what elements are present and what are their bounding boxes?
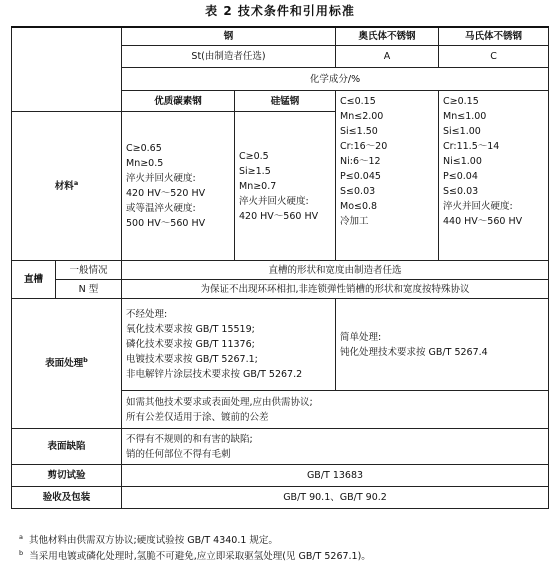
shear-test-value: GB/T 13683 (122, 465, 549, 487)
silicon-line: 420 HV～560 HV (239, 210, 319, 222)
austenitic-header: 奥氏体不锈钢 (336, 27, 439, 46)
surface-extra-cell (122, 391, 549, 429)
austenitic-line: S≤0.03 (340, 186, 376, 197)
st-grade: St(由制造者任选) (122, 46, 336, 68)
carbon-line: 淬火并回火硬度: (126, 173, 196, 184)
defects-line: 销的任何部位不得有毛刺 (126, 448, 231, 460)
martensitic-line: Cr:11.5～14 (443, 141, 500, 152)
spec-table (11, 26, 549, 509)
footnotes (11, 533, 548, 565)
martensitic-line: Mn≤1.00 (443, 111, 487, 122)
groove-label: 直槽 (12, 261, 56, 299)
austenitic-line: Mn≤2.00 (340, 111, 384, 122)
table-caption: 表 2 技术条件和引用标准 (205, 4, 355, 18)
groove-n-label: N 型 (56, 280, 122, 299)
surface-stainless-line: 钝化处理技术要求按 GB/T 5267.4 (340, 346, 488, 358)
footnote-a: $^a$ 其他材料由供需双方协议;硬度试验按 GB/T 4340.1 规定。 (19, 532, 278, 546)
martensitic-line: P≤0.04 (443, 171, 478, 182)
surface-defects-cell (122, 429, 549, 465)
silicon-manganese-header: 硅锰钢 (235, 91, 336, 112)
surface-steel-line: 非电解锌片涂层技术要求按 GB/T 5267.2 (126, 369, 303, 380)
martensitic-line: 440 HV～560 HV (443, 216, 523, 227)
carbon-line: C≥0.65 (126, 143, 162, 154)
silicon-line: 淬火并回火硬度: (239, 195, 309, 207)
material-label-cell (12, 27, 122, 112)
martensitic-header: 马氏体不锈钢 (439, 27, 549, 46)
surface-extra-line: 如需其他技术要求或表面处理,应由供需协议; (126, 396, 313, 408)
austenitic-composition (336, 91, 439, 261)
austenitic-line: Cr:16～20 (340, 141, 388, 152)
surface-treatment-label: 表面处理$^b$ (12, 299, 122, 429)
surface-stainless-line: 简单处理: (340, 331, 382, 343)
surface-steel-line: 不经处理: (126, 309, 168, 320)
surface-extra-line: 所有公差仅适用于涂、镀前的公差 (126, 411, 269, 423)
groove-general-text: 直槽的形状和宽度由制造者任选 (122, 261, 549, 280)
carbon-line: 或等温淬火硬度: (126, 203, 196, 214)
footnote-b: $^b$ 当采用电镀或磷化处理时,氢脆不可避免,应立即采取驱氢处理(见 GB/T 5267.1)。 (19, 548, 371, 562)
surface-steel-line: 电镀技术要求按 GB/T 5267.1; (126, 354, 258, 365)
acceptance-label: 验收及包装 (12, 487, 122, 509)
carbon-steel-composition (122, 112, 235, 261)
surface-defects-label: 表面缺陷 (12, 429, 122, 465)
martensitic-line: Ni≤1.00 (443, 156, 482, 167)
martensitic-line: Si≤1.00 (443, 126, 481, 137)
chem-composition-header: 化学成分/% (122, 68, 549, 91)
groove-general-label: 一般情况 (56, 261, 122, 280)
silicon-line: C≥0.5 (239, 150, 269, 162)
carbon-line: 500 HV～560 HV (126, 218, 206, 229)
martensitic-line: C≥0.15 (443, 96, 479, 107)
carbon-line: Mn≥0.5 (126, 158, 164, 169)
surface-steel-cell (122, 299, 336, 391)
martensitic-line: 淬火并回火硬度: (443, 201, 513, 212)
note-mark-b: b (83, 355, 88, 364)
note-mark-a: a (73, 178, 79, 187)
austenitic-line: 冷加工 (340, 216, 369, 227)
surface-steel-line: 磷化技术要求按 GB/T 11376; (126, 339, 255, 350)
material-label: 材料$^a$ (12, 112, 122, 261)
austenitic-line: Si≤1.50 (340, 126, 378, 137)
martensitic-grade: C (439, 46, 549, 68)
austenitic-line: C≤0.15 (340, 96, 376, 107)
groove-n-text: 为保证不出现环环相扣,非连锁弹性销槽的形状和宽度按特殊协议 (122, 280, 549, 299)
acceptance-value: GB/T 90.1、GB/T 90.2 (122, 487, 549, 509)
austenitic-grade: A (336, 46, 439, 68)
austenitic-line: P≤0.045 (340, 171, 381, 182)
austenitic-line: Mo≤0.8 (340, 201, 378, 212)
surface-stainless-cell (336, 299, 549, 391)
carbon-steel-header: 优质碳素钢 (122, 91, 235, 112)
martensitic-composition (439, 91, 549, 261)
austenitic-line: Ni:6～12 (340, 156, 381, 167)
silicon-manganese-composition (235, 112, 336, 261)
carbon-line: 420 HV～520 HV (126, 188, 206, 199)
shear-test-label: 剪切试验 (12, 465, 122, 487)
steel-header: 钢 (122, 27, 336, 46)
defects-line: 不得有不规则的和有害的缺陷; (126, 433, 253, 445)
surface-steel-line: 氧化技术要求按 GB/T 15519; (126, 324, 255, 335)
silicon-line: Si≥1.5 (239, 165, 271, 177)
silicon-line: Mn≥0.7 (239, 180, 277, 192)
martensitic-line: S≤0.03 (443, 186, 479, 197)
